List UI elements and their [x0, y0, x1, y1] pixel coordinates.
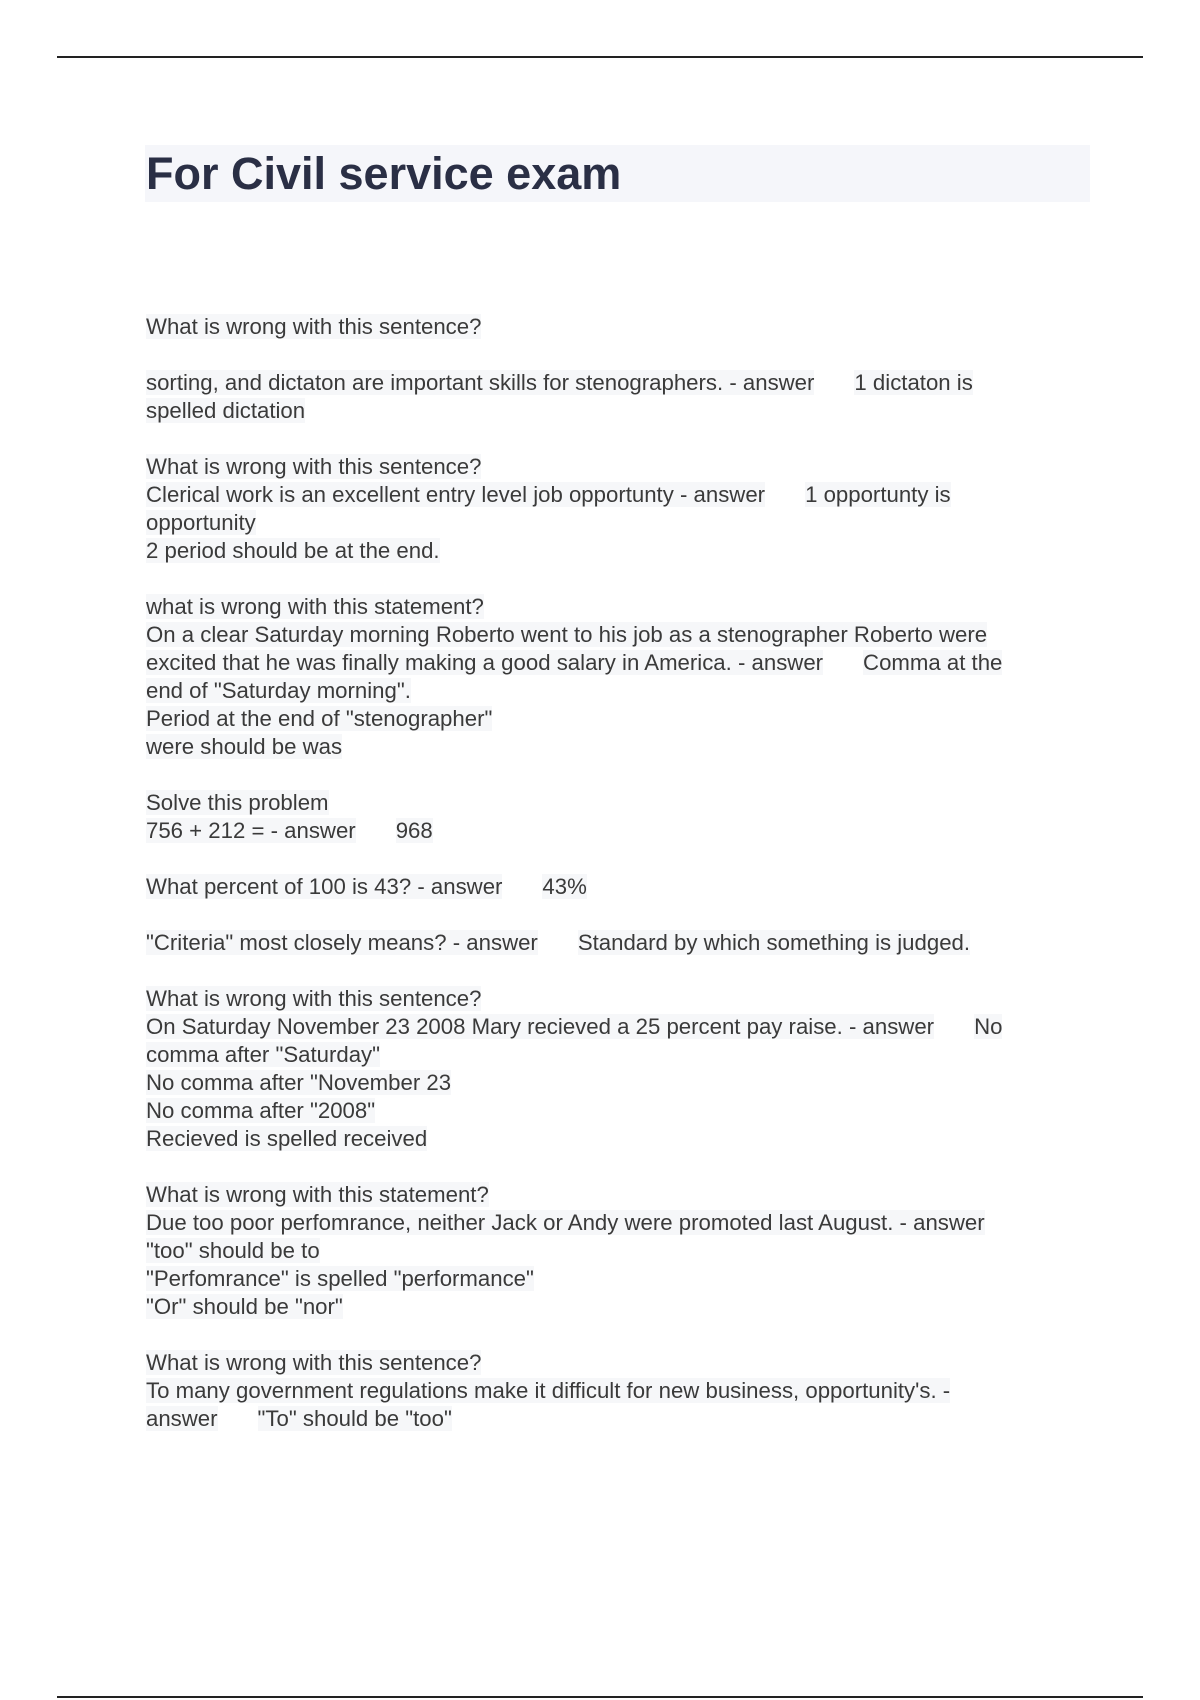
qa-block — [146, 1349, 1091, 1433]
text-line: What percent of 100 is 43? - answer 43% — [146, 874, 587, 899]
qa-block — [146, 929, 1091, 957]
qa-block — [146, 453, 1091, 565]
text-line: excited that he was finally making a good salary in America. - answer Comma at the — [146, 650, 1003, 675]
answer-text: Standard by which something is judged. — [577, 930, 971, 955]
text-line: Recieved is spelled received — [146, 1126, 428, 1151]
text-line: On Saturday November 23 2008 Mary recieved a 25 percent pay raise. - answer No — [146, 1014, 1003, 1039]
qa-block — [146, 313, 1091, 341]
text-line: "Perfomrance" is spelled "performance" — [146, 1266, 534, 1291]
text-line: No comma after "November 23 — [146, 1070, 452, 1095]
answer-text: "To" should be "too" — [257, 1406, 452, 1431]
text-line: What is wrong with this sentence? — [146, 986, 482, 1011]
text-line: "Or" should be "nor" — [146, 1294, 343, 1319]
text-line: sorting, and dictaton are important skills for stenographers. - answer 1 dictaton is — [146, 370, 973, 395]
page-title: For Civil service exam — [146, 148, 622, 199]
text-line: comma after "Saturday" — [146, 1042, 381, 1067]
document-body — [146, 313, 1091, 1461]
text-line: "too" should be to — [146, 1238, 320, 1263]
text-line: answer "To" should be "too" — [146, 1406, 452, 1431]
text-line: Clerical work is an excellent entry level job opportunty - answer 1 opportunty is — [146, 482, 951, 507]
text-line: what is wrong with this statement? — [146, 594, 484, 619]
text-line: What is wrong with this statement? — [146, 1182, 489, 1207]
bottom-rule — [57, 1696, 1143, 1698]
text-line: What is wrong with this sentence? — [146, 1350, 482, 1375]
qa-block — [146, 789, 1091, 845]
answer-text: No — [974, 1014, 1003, 1039]
qa-block — [146, 369, 1091, 425]
answer-text: 1 opportunty is — [805, 482, 951, 507]
text-line: On a clear Saturday morning Roberto went to his job as a stenographer Roberto were — [146, 622, 988, 647]
answer-text: 43% — [542, 874, 587, 899]
text-line: were should be was — [146, 734, 343, 759]
text-line: 2 period should be at the end. — [146, 538, 440, 563]
top-rule — [57, 56, 1143, 58]
text-line: Due too poor perfomrance, neither Jack or Andy were promoted last August. - answer — [146, 1210, 985, 1235]
qa-block — [146, 985, 1091, 1153]
qa-block — [146, 593, 1091, 761]
text-line: Solve this problem — [146, 790, 329, 815]
text-line: What is wrong with this sentence? — [146, 454, 482, 479]
text-line: Period at the end of "stenographer" — [146, 706, 493, 731]
qa-block — [146, 1181, 1091, 1321]
answer-text: Comma at the — [863, 650, 1003, 675]
text-line: spelled dictation — [146, 398, 306, 423]
text-line: What is wrong with this sentence? — [146, 314, 482, 339]
text-line: No comma after "2008" — [146, 1098, 376, 1123]
text-line: "Criteria" most closely means? - answer Standard by which something is judged. — [146, 930, 971, 955]
text-line: 756 + 212 = - answer 968 — [146, 818, 433, 843]
text-line: To many government regulations make it difficult for new business, opportunity's. - — [146, 1378, 951, 1403]
answer-text: 968 — [395, 818, 433, 843]
qa-block — [146, 873, 1091, 901]
answer-text: 1 dictaton is — [854, 370, 973, 395]
text-line: opportunity — [146, 510, 256, 535]
text-line: end of "Saturday morning". — [146, 678, 411, 703]
